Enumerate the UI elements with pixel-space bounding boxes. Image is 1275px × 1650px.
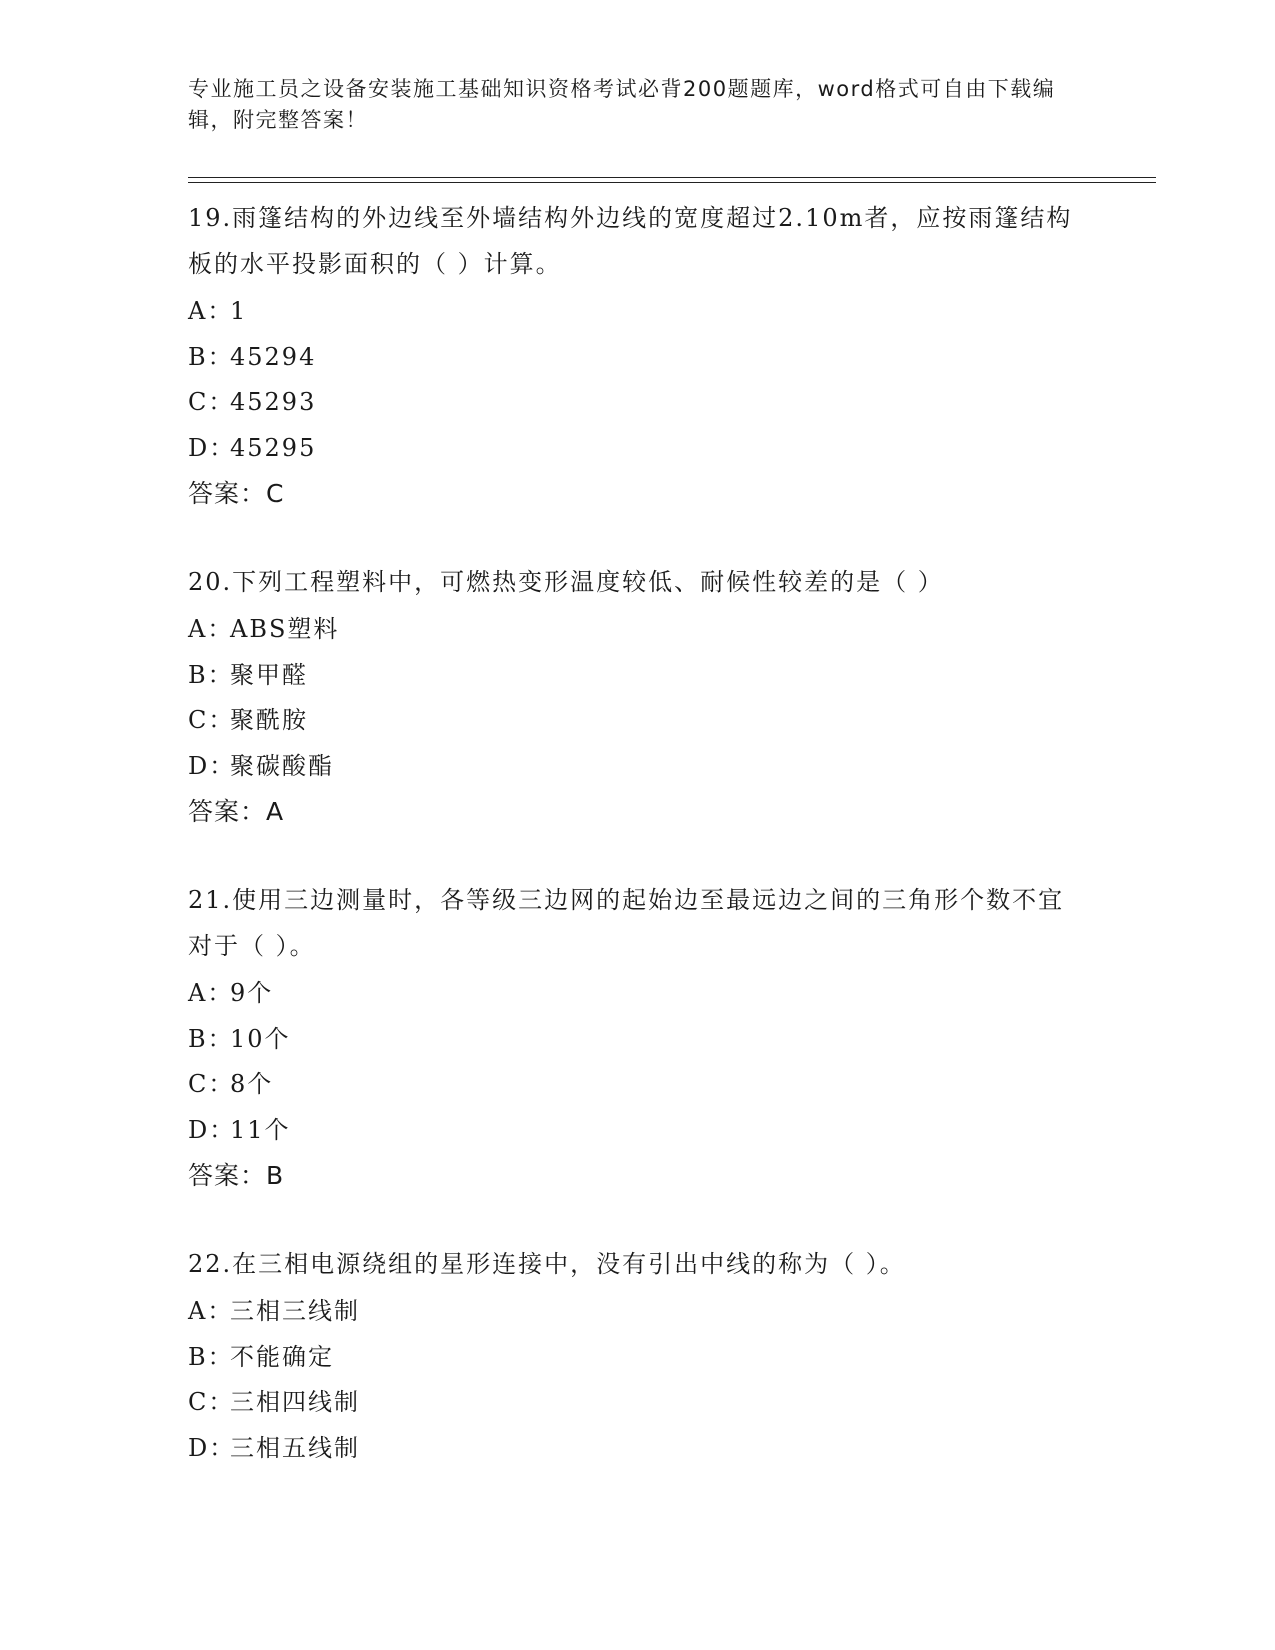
question-list xyxy=(188,195,1088,1513)
option-text: 45293 xyxy=(230,388,317,416)
option-text: 45295 xyxy=(230,433,317,462)
option-letter: C： xyxy=(188,706,235,734)
option-letter: A： xyxy=(188,297,234,325)
option-text: 10个 xyxy=(230,1024,291,1053)
option-a xyxy=(188,971,1088,1017)
option-text: 8个 xyxy=(230,1070,274,1098)
option-text: 11个 xyxy=(230,1115,291,1144)
option-letter: A： xyxy=(188,615,234,643)
option-letter: D： xyxy=(188,1433,236,1462)
option-d xyxy=(188,1108,1088,1154)
answer-value: C xyxy=(266,479,285,508)
option-d xyxy=(188,426,1088,472)
option-text: 聚甲醛 xyxy=(230,660,308,689)
question-item xyxy=(188,877,1088,1199)
option-b xyxy=(188,1335,1088,1381)
question-item xyxy=(188,195,1088,517)
option-text: 三相四线制 xyxy=(230,1388,360,1416)
question-stem: 20.下列工程塑料中，可燃热变形温度较低、耐候性较差的是（ ） xyxy=(188,568,944,596)
option-c xyxy=(188,1380,1088,1426)
option-c xyxy=(188,1062,1088,1108)
option-letter: A： xyxy=(188,1297,234,1325)
answer-line xyxy=(188,1153,1088,1199)
option-a xyxy=(188,289,1088,335)
option-text: 1 xyxy=(230,297,248,325)
answer-line xyxy=(188,789,1088,835)
option-text: 不能确定 xyxy=(230,1342,334,1371)
option-b xyxy=(188,653,1088,699)
question-item xyxy=(188,1241,1088,1471)
question-item xyxy=(188,559,1088,835)
option-text: 聚酰胺 xyxy=(230,706,308,734)
option-text: 聚碳酸酯 xyxy=(230,751,334,780)
option-text: 三相五线制 xyxy=(230,1433,360,1462)
option-d xyxy=(188,1426,1088,1472)
option-letter: B： xyxy=(188,1342,234,1371)
option-letter: C： xyxy=(188,1388,235,1416)
option-text: 9个 xyxy=(230,979,274,1007)
option-b xyxy=(188,1017,1088,1063)
option-letter: C： xyxy=(188,388,235,416)
option-letter: C： xyxy=(188,1070,235,1098)
answer-value: A xyxy=(266,797,285,826)
answer-label: 答案： xyxy=(188,797,267,826)
option-b xyxy=(188,335,1088,381)
option-a xyxy=(188,607,1088,653)
option-letter: B： xyxy=(188,1024,234,1053)
document-header: 专业施工员之设备安装施工基础知识资格考试必背200题题库，word格式可自由下载编辑，附完整答案！ xyxy=(188,77,1056,132)
option-d xyxy=(188,744,1088,790)
answer-line xyxy=(188,471,1088,517)
option-c xyxy=(188,698,1088,744)
option-letter: D： xyxy=(188,751,236,780)
option-letter: A： xyxy=(188,979,234,1007)
option-text: 45294 xyxy=(230,342,317,371)
option-text: 三相三线制 xyxy=(230,1297,360,1325)
answer-label: 答案： xyxy=(188,479,267,508)
option-a xyxy=(188,1289,1088,1335)
question-stem: 21.使用三边测量时，各等级三边网的起始边至最远边之间的三角形个数不宜对于（ ）。 xyxy=(188,886,1065,960)
option-letter: D： xyxy=(188,1115,236,1144)
answer-value: B xyxy=(266,1161,285,1190)
question-stem: 22.在三相电源绕组的星形连接中，没有引出中线的称为（ ）。 xyxy=(188,1250,906,1278)
option-letter: D： xyxy=(188,433,236,462)
option-letter: B： xyxy=(188,342,234,371)
header-rule-bottom xyxy=(188,182,1156,183)
answer-label: 答案： xyxy=(188,1161,267,1190)
option-letter: B： xyxy=(188,660,234,689)
option-c xyxy=(188,380,1088,426)
header-rule-top xyxy=(188,177,1156,178)
question-stem: 19.雨篷结构的外边线至外墙结构外边线的宽度超过2.10m者，应按雨篷结构板的水平投影面积的（ ）计算。 xyxy=(188,204,1073,278)
option-text: ABS塑料 xyxy=(230,615,340,643)
